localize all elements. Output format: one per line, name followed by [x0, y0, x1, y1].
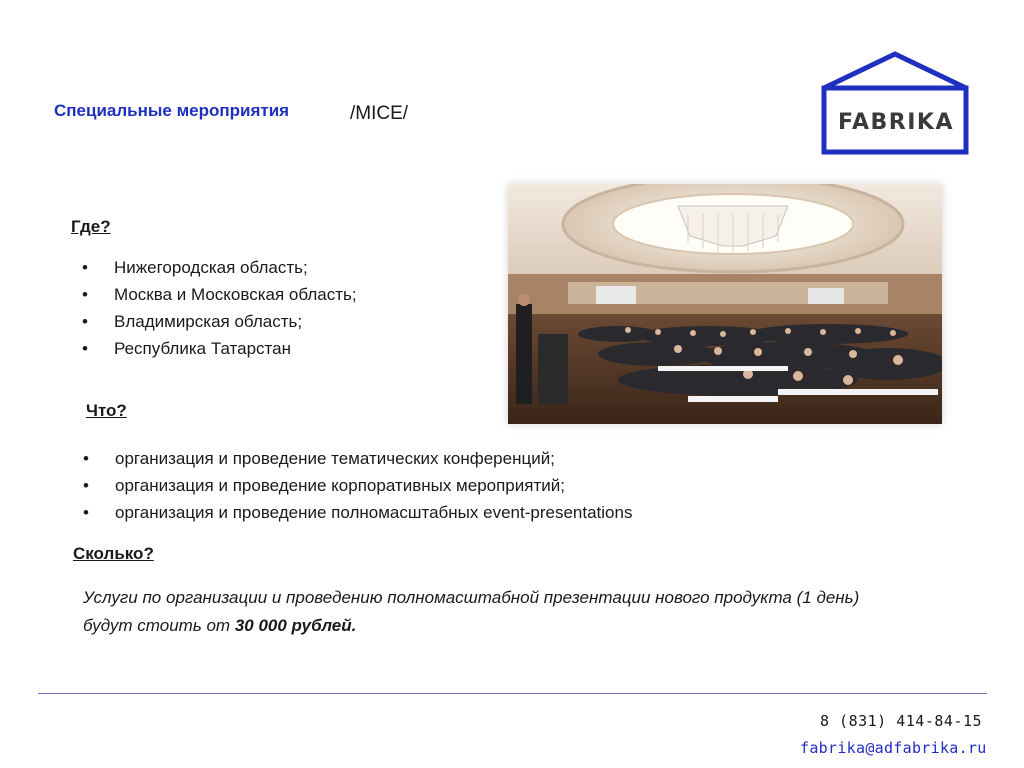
list-item: • Москва и Московская область; — [80, 281, 357, 308]
cost-heading: Сколько? — [73, 544, 154, 563]
where-heading: Где? — [71, 217, 111, 236]
house-logo-icon — [820, 50, 970, 156]
page-title: Специальные мероприятия — [54, 101, 290, 120]
list-item: • Республика Татарстан — [80, 335, 357, 362]
where-list — [80, 254, 357, 362]
footer-divider — [38, 693, 987, 694]
what-heading: Что? — [86, 401, 127, 420]
fabrika-logo — [820, 50, 970, 156]
list-item: • организация и проведение полномасштабных event-presentations — [81, 499, 632, 526]
page-subtitle: /MICE/ — [350, 103, 409, 124]
cost-description — [83, 584, 883, 640]
logo-wordmark: FABRIKA — [838, 110, 954, 135]
contact-phone: 8 (831) 414-84-15 — [820, 712, 983, 730]
contact-email[interactable]: fabrika@adfabrika.ru — [800, 739, 987, 757]
list-item: • Владимирская область; — [80, 308, 357, 335]
cost-price: 30 000 рублей. — [234, 616, 357, 635]
list-item: • организация и проведение корпоративных мероприятий; — [81, 472, 632, 499]
what-list — [81, 445, 632, 526]
conference-hall-photo — [508, 184, 942, 424]
cost-text: Услуги по организации и проведению полномасштабной презентации нового продукта (1 день) будут стоить от — [83, 588, 860, 635]
list-item: • Нижегородская область; — [80, 254, 357, 281]
list-item: • организация и проведение тематических конференций; — [81, 445, 632, 472]
